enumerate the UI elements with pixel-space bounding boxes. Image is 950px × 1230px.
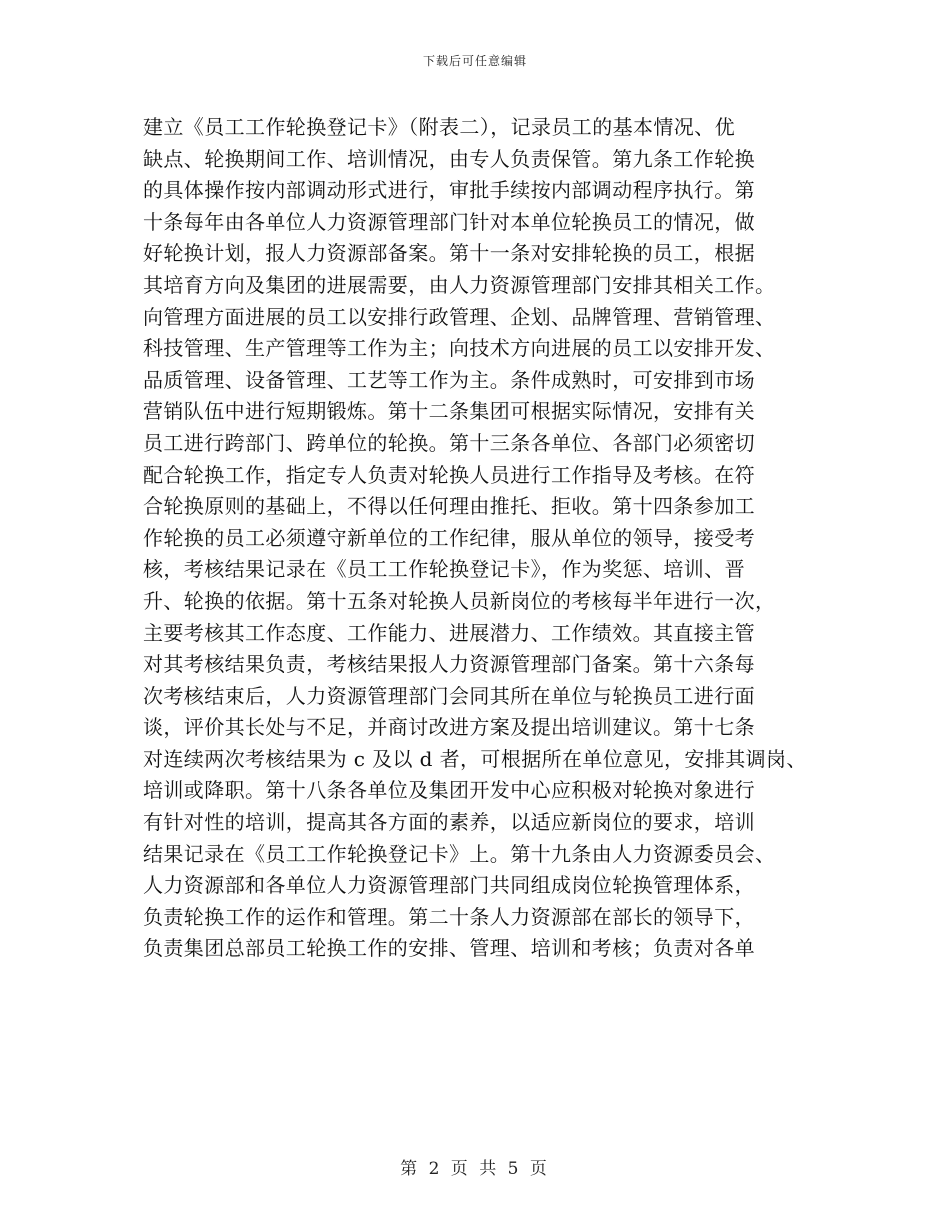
body-line: 对连续两次考核结果为 c 及以 d 者，可根据所在单位意见，安排其调岗、 xyxy=(143,746,807,771)
body-line: 其培育方向及集团的进展需要，由人力资源管理部门安排其相关工作。 xyxy=(143,272,776,297)
body-line: 次考核结束后，人力资源管理部门会同其所在单位与轮换员工进行面 xyxy=(143,683,755,708)
body-line: 向管理方面进展的员工以安排行政管理、企划、品牌管理、营销管理、 xyxy=(143,304,776,329)
body-line: 作轮换的员工必须遵守新单位的工作纪律，服从单位的领导，接受考 xyxy=(143,525,755,550)
body-line: 配合轮换工作，指定专人负责对轮换人员进行工作指导及考核。在符 xyxy=(143,462,755,487)
body-line: 谈，评价其长处与不足，并商讨改进方案及提出培训建议。第十七条 xyxy=(143,715,755,740)
body-line: 培训或降职。第十八条各单位及集团开发中心应积极对轮换对象进行 xyxy=(143,778,755,803)
body-line: 负责轮换工作的运作和管理。第二十条人力资源部在部长的领导下， xyxy=(143,904,755,929)
page-number: 第 2 页 共 5 页 xyxy=(400,1159,550,1179)
body-line: 品质管理、设备管理、工艺等工作为主。条件成熟时，可安排到市场 xyxy=(143,367,755,392)
body-line: 升、轮换的依据。第十五条对轮换人员新岗位的考核每半年进行一次， xyxy=(143,588,776,613)
body-line: 员工进行跨部门、跨单位的轮换。第十三条各单位、各部门必须密切 xyxy=(143,430,755,455)
body-line: 合轮换原则的基础上，不得以任何理由推托、拒收。第十四条参加工 xyxy=(143,494,755,519)
body-line: 建立《员工工作轮换登记卡》（附表二），记录员工的基本情况、优 xyxy=(143,115,735,139)
document-body xyxy=(143,112,833,965)
body-line: 缺点、轮换期间工作、培训情况，由专人负责保管。第九条工作轮换 xyxy=(143,146,755,171)
body-line: 对其考核结果负责，考核结果报人力资源管理部门备案。第十六条每 xyxy=(143,652,755,677)
body-line: 结果记录在《员工工作轮换登记卡》上。第十九条由人力资源委员会、 xyxy=(143,841,776,866)
body-line: 科技管理、生产管理等工作为主；向技术方向进展的员工以安排开发、 xyxy=(143,336,776,361)
body-line: 主要考核其工作态度、工作能力、进展潜力、工作绩效。其直接主管 xyxy=(143,620,755,645)
body-line: 人力资源部和各单位人力资源管理部门共同组成岗位轮换管理体系， xyxy=(143,873,755,898)
body-line: 负责集团总部员工轮换工作的安排、管理、培训和考核；负责对各单 xyxy=(143,936,755,961)
body-line: 有针对性的培训，提高其各方面的素养，以适应新岗位的要求，培训 xyxy=(143,810,755,835)
body-line: 好轮换计划，报人力资源部备案。第十一条对安排轮换的员工，根据 xyxy=(143,241,755,266)
body-line: 营销队伍中进行短期锻炼。第十二条集团可根据实际情况，安排有关 xyxy=(143,399,755,424)
page-header: 下载后可任意编辑 xyxy=(422,54,527,68)
body-line: 核，考核结果记录在《员工工作轮换登记卡》，作为奖惩、培训、晋 xyxy=(143,557,745,582)
body-line: 的具体操作按内部调动形式进行，审批手续按内部调动程序执行。第 xyxy=(143,178,755,203)
body-line: 十条每年由各单位人力资源管理部门针对本单位轮换员工的情况，做 xyxy=(143,209,755,234)
